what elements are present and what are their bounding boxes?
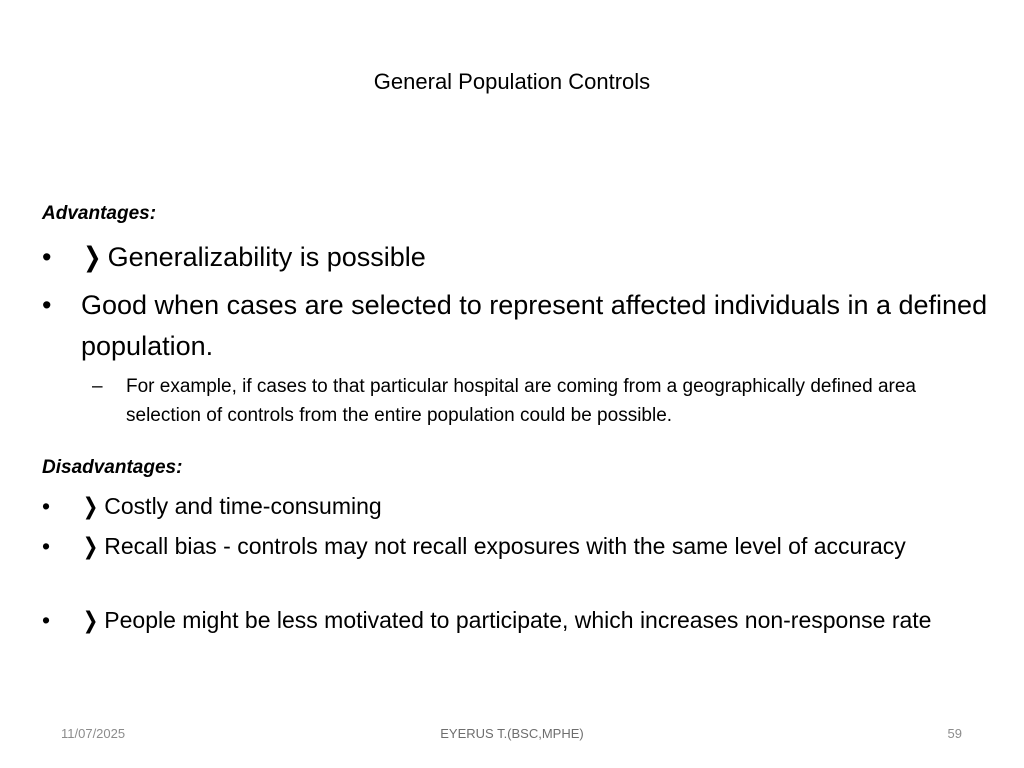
disadvantage-item-label: Costly and time-consuming: [104, 493, 382, 519]
disadvantages-heading: Disadvantages:: [42, 457, 183, 478]
page-number: 59: [947, 726, 962, 741]
advantage-item-text: [81, 237, 1002, 278]
advantage-item-label: Generalizability is possible: [107, 242, 426, 272]
bullet-icon: •: [42, 533, 51, 559]
disadvantage-item-text: [81, 529, 1002, 563]
footer-author: EYERUS T.(BSC,MPHE): [440, 726, 584, 741]
chevron-right-icon: ❯: [82, 533, 99, 559]
bullet-icon: •: [42, 493, 51, 519]
advantage-item-label: Good when cases are selected to represent affected individuals in a defined population.: [81, 290, 988, 361]
dash-icon: –: [92, 376, 103, 397]
chevron-right-icon: ❯: [83, 242, 102, 272]
footer-date: 11/07/2025: [61, 726, 126, 741]
list-item: [42, 603, 1002, 671]
disadvantage-item-label: People might be less motivated to participate, which increases non-response rate: [104, 607, 932, 633]
disadvantage-item-text: [81, 603, 1002, 637]
list-item: [42, 285, 1002, 367]
chevron-right-icon: ❯: [82, 493, 99, 519]
chevron-right-icon: ❯: [82, 607, 99, 633]
list-item: [42, 529, 1002, 597]
slide-title: General Population Controls: [373, 69, 651, 94]
disadvantage-item-text: [81, 489, 1002, 523]
bullet-icon: •: [42, 607, 51, 633]
list-item: [42, 237, 1002, 278]
sub-item-label: For example, if cases to that particular hospital are coming from a geographically defined area selection of controls from the entire population could be possible.: [126, 376, 916, 426]
list-item: [42, 489, 1002, 523]
bullet-icon: •: [42, 290, 52, 320]
disadvantage-item-label: Recall bias - controls may not recall exposures with the same level of accuracy: [104, 533, 906, 559]
advantages-heading: Advantages:: [42, 203, 157, 224]
sub-list-item: [84, 372, 984, 430]
bullet-icon: •: [42, 242, 52, 272]
